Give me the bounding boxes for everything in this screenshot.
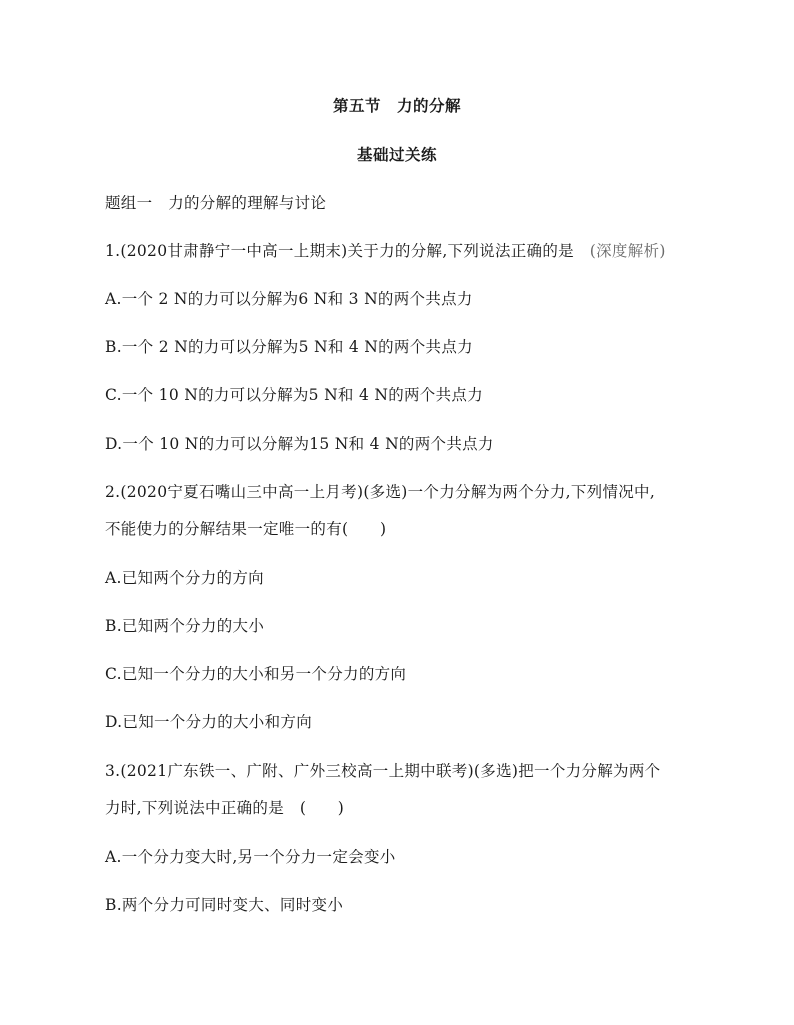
question-3-stem-line2: 力时,下列说法中正确的是 ( ) [105,799,345,817]
question-2-option-b: B.已知两个分力的大小 [105,617,265,635]
question-1-stem [105,239,666,261]
question-1-text: 1.(2020甘肃静宁一中高一上期末)关于力的分解,下列说法正确的是 [105,242,590,260]
question-2-stem-line2: 不能使力的分解结果一定唯一的有( ) [105,520,387,538]
question-1-note: (深度解析) [589,242,666,260]
question-3-stem-line1: 3.(2021广东铁一、广附、广外三校高一上期中联考)(多选)把一个力分解为两个 [105,762,661,780]
question-1-option-a: A.一个 2 N的力可以分解为6 N和 3 N的两个共点力 [105,290,473,308]
section-subtitle: 基础过关练 [356,145,437,164]
section-title: 第五节 力的分解 [332,96,461,115]
question-2-stem-line1: 2.(2020宁夏石嘴山三中高一上月考)(多选)一个力分解为两个分力,下列情况中, [105,483,656,501]
question-2-option-c: C.已知一个分力的大小和另一个分力的方向 [105,665,407,683]
question-3-option-b: B.两个分力可同时变大、同时变小 [105,896,344,914]
question-2-option-a: A.已知两个分力的方向 [105,569,264,587]
question-1-option-b: B.一个 2 N的力可以分解为5 N和 4 N的两个共点力 [105,338,473,356]
question-1-option-d: D.一个 10 N的力可以分解为15 N和 4 N的两个共点力 [105,435,494,453]
question-2-option-d: D.已知一个分力的大小和方向 [105,713,313,731]
question-1-option-c: C.一个 10 N的力可以分解为5 N和 4 N的两个共点力 [105,386,484,404]
group-heading: 题组一 力的分解的理解与讨论 [105,194,327,212]
question-3-option-a: A.一个分力变大时,另一个分力一定会变小 [105,848,396,866]
